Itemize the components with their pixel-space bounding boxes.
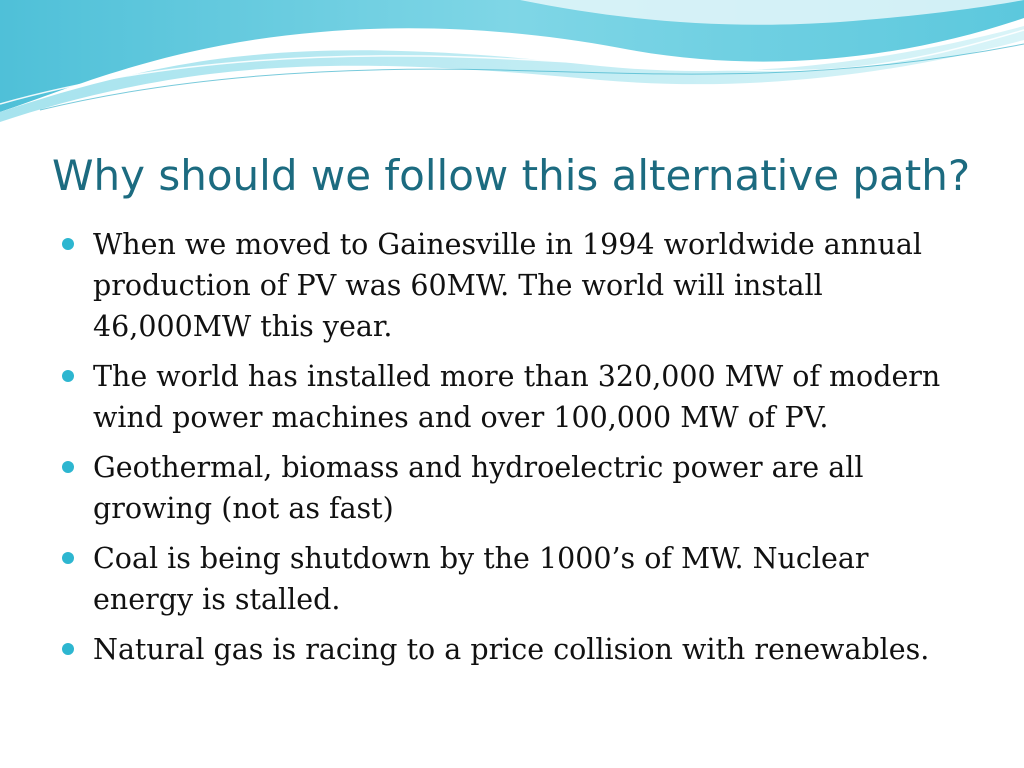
- bullet-item: [62, 538, 962, 620]
- wave-header-decoration: [0, 0, 1024, 130]
- bullet-item: [62, 447, 962, 529]
- bullet-item: [62, 629, 962, 670]
- bullet-dot-icon: [62, 552, 74, 564]
- bullet-dot-icon: [62, 643, 74, 655]
- bullet-item: [62, 356, 962, 438]
- bullet-dot-icon: [62, 461, 74, 473]
- bullet-text: When we moved to Gainesville in 1994 worldwide annual production of PV was 60MW. The world will install 46,000MW this year.: [93, 228, 922, 343]
- bullet-dot-icon: [62, 370, 74, 382]
- bullet-text: The world has installed more than 320,000 MW of modern wind power machines and over 100,000 MW of PV.: [93, 360, 941, 434]
- bullet-text: Natural gas is racing to a price collision with renewables.: [93, 633, 930, 666]
- slide-title: Why should we follow this alternative path?: [52, 151, 971, 200]
- bullet-dot-icon: [62, 238, 74, 250]
- bullet-list: [62, 224, 962, 679]
- bullet-text: Geothermal, biomass and hydroelectric power are all growing (not as fast): [93, 451, 864, 525]
- bullet-item: [62, 224, 962, 347]
- bullet-text: Coal is being shutdown by the 1000’s of MW. Nuclear energy is stalled.: [93, 542, 869, 616]
